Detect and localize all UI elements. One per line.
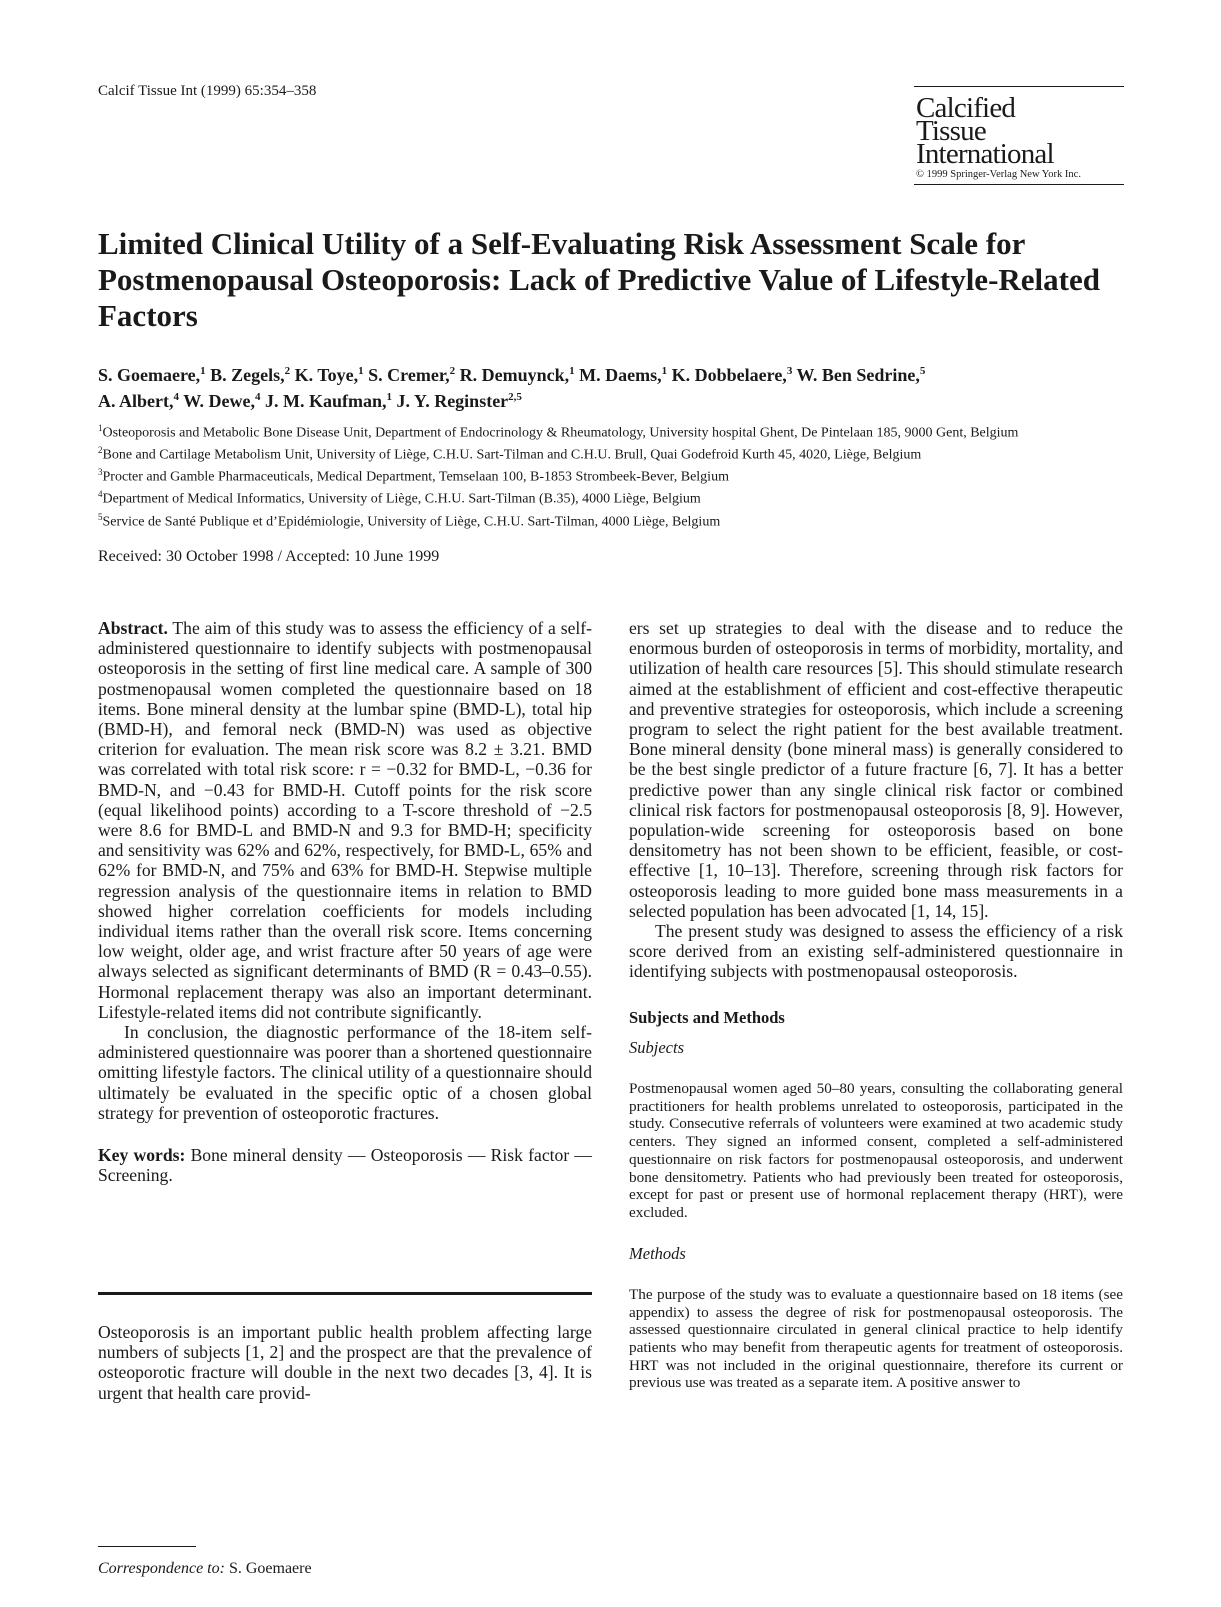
affiliation-sup: 3 <box>98 467 103 478</box>
correspondence-name: S. Goemaere <box>228 1560 312 1577</box>
affiliation-4 <box>98 486 1138 508</box>
affiliation-2 <box>98 442 1138 464</box>
article-title: Limited Clinical Utility of a Self-Evaluating Risk Assessment Scale for Postmenopausal Osteoporosis: Lack of Predictive Value of Lifestyle-Related Factors <box>98 226 1100 333</box>
logo-line-tissue: Tissue <box>916 115 986 147</box>
introduction-start <box>98 1322 592 1403</box>
section-heading-subjects-methods: Subjects and Methods <box>629 1007 785 1027</box>
author: J. Y. Reginster <box>396 391 509 411</box>
author-affil-sup: 1 <box>569 365 575 377</box>
logo-line-calcified: Calcified <box>916 92 1016 124</box>
abstract-label: Abstract. <box>98 618 168 638</box>
intro-paragraph-2: The present study was designed to assess the efficiency of a risk score derived from an existing self-administered questionnaire in identifying subjects with postmenopausal osteoporosis. <box>629 921 1123 982</box>
affiliation-sup: 1 <box>98 423 103 433</box>
author-list <box>98 360 1138 412</box>
author: S. Goemaere, <box>98 365 201 385</box>
intro-continued: ers set up strategies to deal with the disease and to reduce the enormous burden of osteoporosis in terms of morbidity, mortality, and utilization of health care resources [5]. This should stimulate research aimed at the establishment of efficient and cost-effective therapeutic and preventive strategies for osteoporosis, which include a screening program to select the right patient for the best available treatment. Bone mineral density (bone mineral mass) is generally considered to be the best single predictor of a future fracture [6, 7]. It has a better predictive power than any single clinical risk factor or combined clinical risk factors for postmenopausal osteoporosis [8, 9]. However, population-wide screening for osteoporosis based on bone densitometry has not been shown to be efficient, feasible, or cost-effective [1, 10–13]. Therefore, screening through risk factors for osteoporosis leading to more guided bone mass measurements in a selected population has been advocated [1, 14, 15]. <box>629 618 1123 921</box>
author: W. Dewe, <box>183 391 256 411</box>
author: A. Albert, <box>98 391 174 411</box>
author-affil-sup: 1 <box>661 365 668 377</box>
subjects-text: Postmenopausal women aged 50–80 years, consulting the collaborating general practitioners for health problems unrelated to osteoporosis, participated in the study. Consecutive referrals of volunteers were examined at two academic study centers. They signed an informed consent, completed a self-administered questionnaire on risk factors for postmenopausal osteoporosis, and underwent bone densitometry. Patients who had previously been treated for osteoporosis, except for past or present use of hormonal replacement therapy (HRT), were excluded. <box>629 1080 1123 1221</box>
logo-copyright: © 1999 Springer-Verlag New York Inc. <box>916 169 1081 180</box>
running-head: Calcif Tissue Int (1999) 65:354–358 <box>98 83 317 99</box>
author-affil-sup: 1 <box>386 391 393 403</box>
left-column <box>98 618 592 1185</box>
author-affil-sup: 2,5 <box>508 391 522 403</box>
affiliation-sup: 2 <box>98 445 103 456</box>
right-column <box>629 618 1123 1392</box>
author: J. M. Kaufman, <box>265 391 387 411</box>
affiliation-sup: 4 <box>98 489 103 500</box>
logo-bottom-rule <box>914 184 1124 185</box>
affiliation-text: Bone and Cartilage Metabolism Unit, University of Liège, C.H.U. Sart-Tilman and C.H.U. Brull, Quai Godefroid Kurth 45, 4020, Liège, Belgium <box>102 447 922 463</box>
methods-text: The purpose of the study was to evaluate a questionnaire based on 18 items (see appendix) to assess the degree of risk for postmenopausal osteoporosis. The assessed questionnaire circulated in general clinical practice to help identify patients who may benefit from therapeutic agents for treatment of osteoporosis. HRT was not included in the original questionnaire, therefore its current or previous use was treated as a separate item. A positive answer to <box>629 1285 1123 1392</box>
subsection-heading-subjects: Subjects <box>629 1037 684 1057</box>
correspondence-label: Correspondence to: <box>98 1560 225 1577</box>
affiliation-5 <box>98 509 1138 531</box>
author: S. Cremer, <box>368 365 450 385</box>
author: W. Ben Sedrine, <box>796 365 920 385</box>
received-accepted-dates: Received: 30 October 1998 / Accepted: 10 June 1999 <box>98 548 440 565</box>
subsection-heading-methods: Methods <box>629 1243 686 1263</box>
author-affil-sup: 1 <box>200 365 206 377</box>
affiliation-text: Osteoporosis and Metabolic Bone Disease Unit, Department of Endocrinology & Rheumatology, University hospital Ghent, De Pintelaan 185, 9000 Gent, Belgium <box>102 425 1019 441</box>
author: M. Daems, <box>579 365 662 385</box>
correspondence-footnote <box>98 1560 312 1578</box>
author-affil-sup: 2 <box>284 365 291 377</box>
affiliation-3 <box>98 464 1138 486</box>
author: K. Toye, <box>294 365 359 385</box>
author-affil-sup: 3 <box>786 365 793 377</box>
affiliation-1 <box>98 420 1138 442</box>
logo-line-international: International <box>916 138 1054 170</box>
intro-paragraph: Osteoporosis is an important public health problem affecting large numbers of subjects [1, 2] and the prospect are that the prevalence of osteoporotic fracture will double in the next two decades [3, 4]. It is urgent that health care provid- <box>98 1322 592 1403</box>
abstract-separator-rule <box>98 1292 592 1295</box>
affiliation-text: Service de Santé Publique et d’Epidémiologie, University of Liège, C.H.U. Sart-Tilman, 4000 Liège, Belgium <box>102 514 721 530</box>
abstract-paragraph <box>98 618 592 1022</box>
author-affil-sup: 5 <box>919 365 926 377</box>
author-affil-sup: 1 <box>358 365 364 377</box>
keywords <box>98 1145 592 1185</box>
affiliation-text: Procter and Gamble Pharmaceuticals, Medical Department, Temselaan 100, B-1853 Strombeek-Bever, Belgium <box>102 469 729 485</box>
abstract-text: The aim of this study was to assess the efficiency of a self-administered questionnaire to identify subjects with postmenopausal osteoporosis in the setting of first line medical care. A sample of 300 postmenopausal women completed the questionnaire based on 18 items. Bone mineral density at the lumbar spine (BMD-L), total hip (BMD-H), and femoral neck (BMD-N) was used as objective criterion for evaluation. The mean risk score was 8.2 ± 3.21. BMD was correlated with total risk score: r = −0.32 for BMD-L, −0.36 for BMD-N, and −0.43 for BMD-H. Cutoff points for the risk score (equal likelihood points) according to a T-score threshold of −2.5 were 8.6 for BMD-L and BMD-N and 9.3 for BMD-H; specificity and sensitivity was 62% and 62%, respectively, for BMD-L, 65% and 62% for BMD-N, and 75% and 63% for BMD-H. Stepwise multiple regression analysis of the questionnaire items in relation to BMD showed higher correlation coefficients for models including individual items rather than the overall risk score. Items concerning low weight, older age, and wrist fracture after 50 years of age were always selected as significant determinants of BMD (R = 0.43–0.55). Hormonal replacement therapy was also an important determinant. Lifestyle-related items did not contribute significantly. <box>98 618 592 1022</box>
affiliation-sup: 5 <box>98 511 103 522</box>
author: B. Zegels, <box>210 365 285 385</box>
author-affil-sup: 2 <box>449 365 456 377</box>
footnote-rule <box>98 1546 196 1547</box>
affiliation-text: Department of Medical Informatics, University of Liège, C.H.U. Sart-Tilman (B.35), 4000 Liège, Belgium <box>102 492 701 508</box>
author: K. Dobbelaere, <box>671 365 787 385</box>
abstract-conclusion: In conclusion, the diagnostic performance of the 18-item self-administered questionnaire was poorer than a shortened questionnaire omitting lifestyle factors. The clinical utility of a questionnaire should ultimately be evaluated in the specific optic of a chosen global strategy for prevention of osteoporotic fractures. <box>98 1022 592 1123</box>
author-affil-sup: 4 <box>173 391 179 403</box>
affiliations <box>98 420 1138 531</box>
keywords-text: Bone mineral density — Osteoporosis — Risk factor — Screening. <box>98 1145 592 1186</box>
keywords-label: Key words: <box>98 1145 186 1166</box>
journal-logo <box>914 86 1124 185</box>
author: R. Demuynck, <box>459 365 570 385</box>
author-affil-sup: 4 <box>255 391 261 403</box>
